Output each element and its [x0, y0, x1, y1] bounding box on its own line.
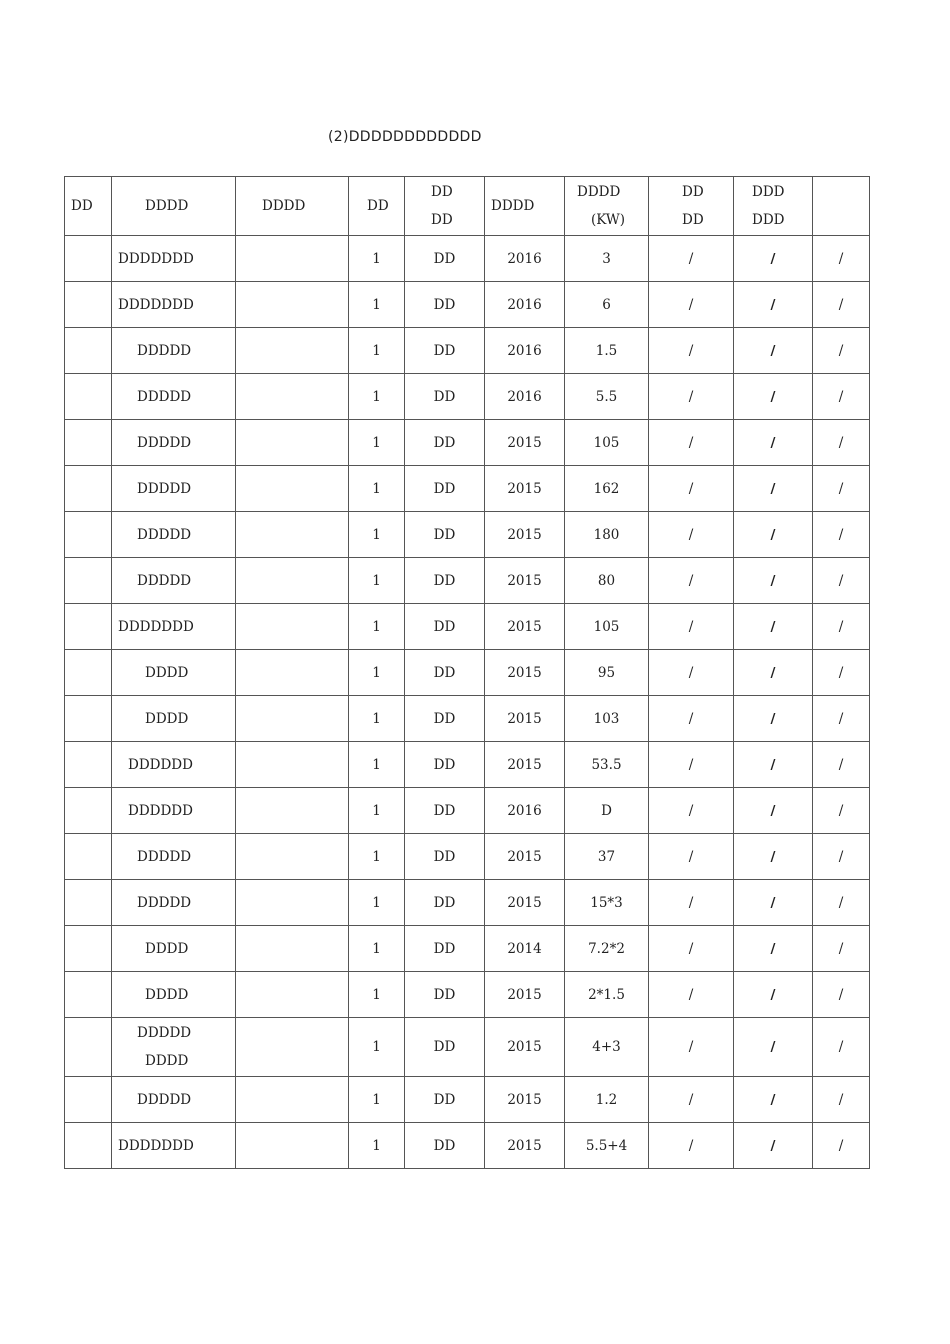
- col8-cell: /: [649, 926, 734, 972]
- year-cell: 2015: [485, 512, 565, 558]
- table-row: [65, 696, 870, 742]
- name-cell: DDDDD: [112, 512, 236, 558]
- name-cell: DDDDDDD: [112, 604, 236, 650]
- col9-cell: /: [734, 972, 813, 1018]
- col10-cell: /: [813, 926, 870, 972]
- index-cell: [65, 926, 112, 972]
- col10-cell: /: [813, 374, 870, 420]
- year-cell: 2015: [485, 972, 565, 1018]
- col10-cell: /: [813, 558, 870, 604]
- header-cell: DDDD: [485, 177, 565, 236]
- quantity-cell: 1: [349, 1018, 405, 1077]
- index-cell: [65, 1018, 112, 1077]
- header-line: DDD: [752, 212, 785, 228]
- table-row: [65, 374, 870, 420]
- index-cell: [65, 880, 112, 926]
- col10-cell: /: [813, 1123, 870, 1169]
- model-cell: [236, 742, 349, 788]
- col8-cell: /: [649, 880, 734, 926]
- quantity-cell: 1: [349, 1077, 405, 1123]
- col8-cell: /: [649, 558, 734, 604]
- index-cell: [65, 374, 112, 420]
- model-cell: [236, 328, 349, 374]
- col10-cell: /: [813, 880, 870, 926]
- model-cell: [236, 650, 349, 696]
- table-row: [65, 880, 870, 926]
- year-cell: 2015: [485, 604, 565, 650]
- status-cell: DD: [405, 788, 485, 834]
- col10-cell: /: [813, 604, 870, 650]
- power-cell: 2*1.5: [565, 972, 649, 1018]
- col10-cell: /: [813, 742, 870, 788]
- model-cell: [236, 466, 349, 512]
- header-line: DD: [431, 212, 453, 228]
- power-cell: 95: [565, 650, 649, 696]
- quantity-cell: 1: [349, 466, 405, 512]
- status-cell: DD: [405, 972, 485, 1018]
- status-cell: DD: [405, 696, 485, 742]
- power-cell: D: [565, 788, 649, 834]
- header-cell: [565, 177, 649, 236]
- model-cell: [236, 926, 349, 972]
- model-cell: [236, 880, 349, 926]
- header-cell: [813, 177, 870, 236]
- quantity-cell: 1: [349, 788, 405, 834]
- power-cell: 53.5: [565, 742, 649, 788]
- table-row: [65, 1018, 870, 1077]
- col9-cell: /: [734, 604, 813, 650]
- status-cell: DD: [405, 1123, 485, 1169]
- col8-cell: /: [649, 466, 734, 512]
- model-cell: [236, 604, 349, 650]
- table-row: [65, 1123, 870, 1169]
- table-row: [65, 834, 870, 880]
- table-row: [65, 972, 870, 1018]
- table-row: [65, 512, 870, 558]
- status-cell: DD: [405, 926, 485, 972]
- name-cell: DDDDD: [112, 420, 236, 466]
- col9-cell: /: [734, 1123, 813, 1169]
- col8-cell: /: [649, 834, 734, 880]
- table-row: [65, 604, 870, 650]
- col9-cell: /: [734, 420, 813, 466]
- model-cell: [236, 282, 349, 328]
- name-line: DDDD: [145, 1053, 189, 1069]
- name-line: DDDDD: [137, 1025, 192, 1041]
- status-cell: DD: [405, 236, 485, 282]
- year-cell: 2015: [485, 1123, 565, 1169]
- name-cell: DDDDDD: [112, 742, 236, 788]
- quantity-cell: 1: [349, 328, 405, 374]
- model-cell: [236, 558, 349, 604]
- power-cell: 80: [565, 558, 649, 604]
- status-cell: DD: [405, 420, 485, 466]
- name-cell: DDDD: [112, 926, 236, 972]
- name-cell: DDDD: [112, 650, 236, 696]
- quantity-cell: 1: [349, 696, 405, 742]
- model-cell: [236, 1018, 349, 1077]
- index-cell: [65, 1123, 112, 1169]
- quantity-cell: 1: [349, 282, 405, 328]
- quantity-cell: 1: [349, 650, 405, 696]
- col10-cell: /: [813, 650, 870, 696]
- col8-cell: /: [649, 1077, 734, 1123]
- year-cell: 2015: [485, 742, 565, 788]
- year-cell: 2015: [485, 880, 565, 926]
- year-cell: 2016: [485, 374, 565, 420]
- name-cell: DDDDD: [112, 328, 236, 374]
- quantity-cell: 1: [349, 880, 405, 926]
- col8-cell: /: [649, 650, 734, 696]
- col10-cell: /: [813, 328, 870, 374]
- table-row: [65, 650, 870, 696]
- index-cell: [65, 282, 112, 328]
- table-row: [65, 742, 870, 788]
- index-cell: [65, 742, 112, 788]
- col9-cell: /: [734, 788, 813, 834]
- col9-cell: /: [734, 880, 813, 926]
- col8-cell: /: [649, 742, 734, 788]
- quantity-cell: 1: [349, 604, 405, 650]
- name-cell: DDDD: [112, 972, 236, 1018]
- header-cell: DDDD: [236, 177, 349, 236]
- index-cell: [65, 466, 112, 512]
- table-row: [65, 328, 870, 374]
- year-cell: 2016: [485, 236, 565, 282]
- power-cell: 1.5: [565, 328, 649, 374]
- name-cell: DDDDDDD: [112, 282, 236, 328]
- status-cell: DD: [405, 374, 485, 420]
- index-cell: [65, 236, 112, 282]
- col10-cell: /: [813, 972, 870, 1018]
- quantity-cell: 1: [349, 420, 405, 466]
- col9-cell: /: [734, 742, 813, 788]
- name-cell: DDDD: [112, 696, 236, 742]
- power-cell: 1.2: [565, 1077, 649, 1123]
- name-cell: DDDDD: [112, 466, 236, 512]
- col10-cell: /: [813, 512, 870, 558]
- model-cell: [236, 1123, 349, 1169]
- col9-cell: /: [734, 512, 813, 558]
- header-cell: [649, 177, 734, 236]
- table-row: [65, 420, 870, 466]
- power-cell: 7.2*2: [565, 926, 649, 972]
- quantity-cell: 1: [349, 972, 405, 1018]
- col10-cell: /: [813, 236, 870, 282]
- index-cell: [65, 834, 112, 880]
- header-cell: [734, 177, 813, 236]
- page-title: (2)DDDDDDDDDDDD: [328, 129, 482, 145]
- model-cell: [236, 834, 349, 880]
- model-cell: [236, 696, 349, 742]
- table-body: [65, 177, 870, 1169]
- power-cell: 3: [565, 236, 649, 282]
- col9-cell: /: [734, 236, 813, 282]
- status-cell: DD: [405, 1018, 485, 1077]
- col9-cell: /: [734, 834, 813, 880]
- name-cell: [112, 1018, 236, 1077]
- table-row: [65, 282, 870, 328]
- model-cell: [236, 972, 349, 1018]
- index-cell: [65, 604, 112, 650]
- index-cell: [65, 512, 112, 558]
- status-cell: DD: [405, 880, 485, 926]
- year-cell: 2015: [485, 466, 565, 512]
- status-cell: DD: [405, 512, 485, 558]
- col9-cell: /: [734, 696, 813, 742]
- power-cell: 5.5+4: [565, 1123, 649, 1169]
- col10-cell: /: [813, 834, 870, 880]
- index-cell: [65, 558, 112, 604]
- power-cell: 162: [565, 466, 649, 512]
- header-line: (KW): [591, 212, 626, 228]
- name-cell: DDDDD: [112, 1077, 236, 1123]
- year-cell: 2015: [485, 696, 565, 742]
- index-cell: [65, 650, 112, 696]
- status-cell: DD: [405, 1077, 485, 1123]
- col9-cell: /: [734, 466, 813, 512]
- year-cell: 2015: [485, 650, 565, 696]
- name-cell: DDDDDDD: [112, 1123, 236, 1169]
- col10-cell: /: [813, 696, 870, 742]
- year-cell: 2015: [485, 1077, 565, 1123]
- header-line: DDD: [752, 184, 785, 200]
- name-cell: DDDDDDD: [112, 236, 236, 282]
- name-cell: DDDDD: [112, 834, 236, 880]
- year-cell: 2015: [485, 834, 565, 880]
- col8-cell: /: [649, 512, 734, 558]
- quantity-cell: 1: [349, 834, 405, 880]
- col9-cell: /: [734, 328, 813, 374]
- col9-cell: /: [734, 282, 813, 328]
- col9-cell: /: [734, 926, 813, 972]
- year-cell: 2015: [485, 558, 565, 604]
- equipment-table: [64, 176, 870, 1169]
- power-cell: 5.5: [565, 374, 649, 420]
- col8-cell: /: [649, 1018, 734, 1077]
- col9-cell: /: [734, 1077, 813, 1123]
- status-cell: DD: [405, 466, 485, 512]
- name-cell: DDDDD: [112, 558, 236, 604]
- name-cell: DDDDD: [112, 374, 236, 420]
- quantity-cell: 1: [349, 558, 405, 604]
- year-cell: 2015: [485, 1018, 565, 1077]
- model-cell: [236, 420, 349, 466]
- header-line: DDDD: [577, 184, 621, 200]
- status-cell: DD: [405, 742, 485, 788]
- table-row: [65, 558, 870, 604]
- header-line: DD: [431, 184, 453, 200]
- col8-cell: /: [649, 282, 734, 328]
- index-cell: [65, 420, 112, 466]
- quantity-cell: 1: [349, 512, 405, 558]
- power-cell: 6: [565, 282, 649, 328]
- col9-cell: /: [734, 650, 813, 696]
- col8-cell: /: [649, 374, 734, 420]
- quantity-cell: 1: [349, 236, 405, 282]
- power-cell: 105: [565, 420, 649, 466]
- col9-cell: /: [734, 374, 813, 420]
- status-cell: DD: [405, 604, 485, 650]
- table-row: [65, 1077, 870, 1123]
- status-cell: DD: [405, 558, 485, 604]
- col10-cell: /: [813, 282, 870, 328]
- col9-cell: /: [734, 1018, 813, 1077]
- name-cell: DDDDDD: [112, 788, 236, 834]
- header-cell: DD: [349, 177, 405, 236]
- col8-cell: /: [649, 696, 734, 742]
- year-cell: 2016: [485, 282, 565, 328]
- index-cell: [65, 972, 112, 1018]
- power-cell: 103: [565, 696, 649, 742]
- status-cell: DD: [405, 834, 485, 880]
- col8-cell: /: [649, 420, 734, 466]
- year-cell: 2016: [485, 328, 565, 374]
- col10-cell: /: [813, 1018, 870, 1077]
- power-cell: 180: [565, 512, 649, 558]
- col9-cell: /: [734, 558, 813, 604]
- model-cell: [236, 788, 349, 834]
- index-cell: [65, 788, 112, 834]
- quantity-cell: 1: [349, 742, 405, 788]
- model-cell: [236, 236, 349, 282]
- col10-cell: /: [813, 1077, 870, 1123]
- col8-cell: /: [649, 328, 734, 374]
- year-cell: 2014: [485, 926, 565, 972]
- header-cell: [405, 177, 485, 236]
- status-cell: DD: [405, 650, 485, 696]
- col8-cell: /: [649, 236, 734, 282]
- header-cell: DDDD: [112, 177, 236, 236]
- power-cell: 15*3: [565, 880, 649, 926]
- col8-cell: /: [649, 604, 734, 650]
- col8-cell: /: [649, 1123, 734, 1169]
- col10-cell: /: [813, 466, 870, 512]
- name-cell: DDDDD: [112, 880, 236, 926]
- index-cell: [65, 1077, 112, 1123]
- table-row: [65, 788, 870, 834]
- status-cell: DD: [405, 328, 485, 374]
- power-cell: 105: [565, 604, 649, 650]
- model-cell: [236, 512, 349, 558]
- status-cell: DD: [405, 282, 485, 328]
- col10-cell: /: [813, 788, 870, 834]
- model-cell: [236, 1077, 349, 1123]
- year-cell: 2015: [485, 420, 565, 466]
- table-header-row: [65, 177, 870, 236]
- table-row: [65, 926, 870, 972]
- header-line: DD: [682, 184, 704, 200]
- index-cell: [65, 328, 112, 374]
- header-cell: DD: [65, 177, 112, 236]
- index-cell: [65, 696, 112, 742]
- table-row: [65, 466, 870, 512]
- model-cell: [236, 374, 349, 420]
- header-line: DD: [682, 212, 704, 228]
- col10-cell: /: [813, 420, 870, 466]
- quantity-cell: 1: [349, 926, 405, 972]
- col8-cell: /: [649, 972, 734, 1018]
- year-cell: 2016: [485, 788, 565, 834]
- power-cell: 4+3: [565, 1018, 649, 1077]
- table-row: [65, 236, 870, 282]
- col8-cell: /: [649, 788, 734, 834]
- quantity-cell: 1: [349, 1123, 405, 1169]
- power-cell: 37: [565, 834, 649, 880]
- quantity-cell: 1: [349, 374, 405, 420]
